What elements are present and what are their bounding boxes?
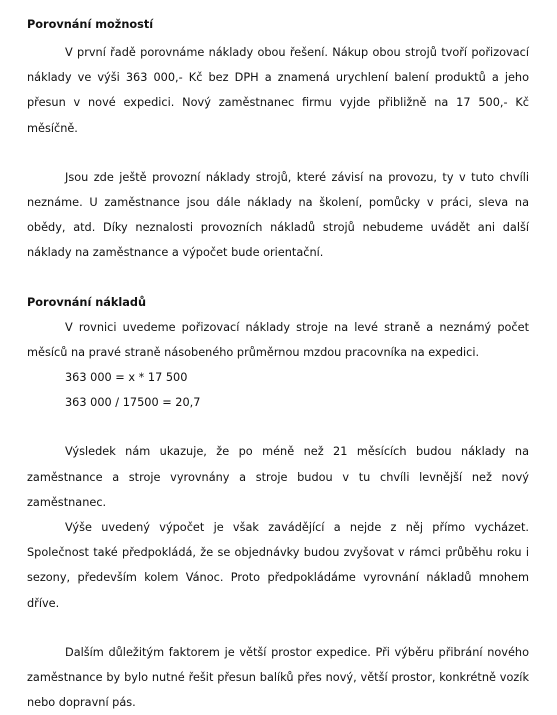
spacer xyxy=(27,141,529,165)
paragraph-result-explanation: Výsledek nám ukazuje, že po méně než 21 měsících budou náklady na zaměstnance a stroje vyrovnány a stroje budou v tu chvíli levnější než nový zaměstnanec. xyxy=(27,445,529,509)
section-heading-cost-comparison: Porovnání nákladů xyxy=(27,295,147,309)
paragraph-equation-intro: V rovnici uvedeme pořizovací náklady stroje na levé straně a neznámý počet měsíců na pravé straně násobeného průměrnou mzdou pracovníka na expedici. xyxy=(27,320,529,359)
section-heading-comparison-options: Porovnání možností xyxy=(27,18,154,31)
spacer xyxy=(27,415,529,439)
paragraph-purchase-costs: V první řadě porovnáme náklady obou řešení. Nákup obou strojů tvoří pořizovací náklady ve výši 363 000,- Kč bez DPH a znamená urychlení balení produktů a jeho přesun v nové expedici. Nový zaměstnanec firmu vyjde přibližně na 17 500,- Kč měsíčně. xyxy=(27,46,529,135)
paragraph-calculation-caveat: Výše uvedený výpočet je však zavádějící a nejde z něj přímo vycházet. Společnost také předpokládá, že se objednávky budou zvyšovat v rámci průběhu roku i sezony, především kolem Vánoc. Proto předpokládáme vyrovnání nákladů mnohem dříve. xyxy=(27,521,529,610)
spacer xyxy=(27,616,529,640)
document-page xyxy=(27,12,529,715)
formula-equation: 363 000 = x * 17 500 xyxy=(65,371,188,385)
paragraph-expedition-space: Dalším důležitým faktorem je větší prostor expedice. Při výběru přibrání nového zaměstnance by bylo nutné řešit přesun balíků přes nový, větší prostor, konkrétně vozík nebo dopravní pás. xyxy=(27,645,529,710)
paragraph-operating-costs: Jsou zde ještě provozní náklady strojů, které závisí na provozu, ty v tuto chvíli neznáme. U zaměstnance jsou dále náklady na školení, pomůcky v práci, sleva na obědy, atd. Díky neznalosti provozních nákladů strojů nebudeme uvádět ani další náklady na zaměstnance a výpočet bude orientační. xyxy=(27,170,529,260)
spacer xyxy=(27,266,529,290)
formula-result: 363 000 / 17500 = 20,7 xyxy=(65,396,201,410)
